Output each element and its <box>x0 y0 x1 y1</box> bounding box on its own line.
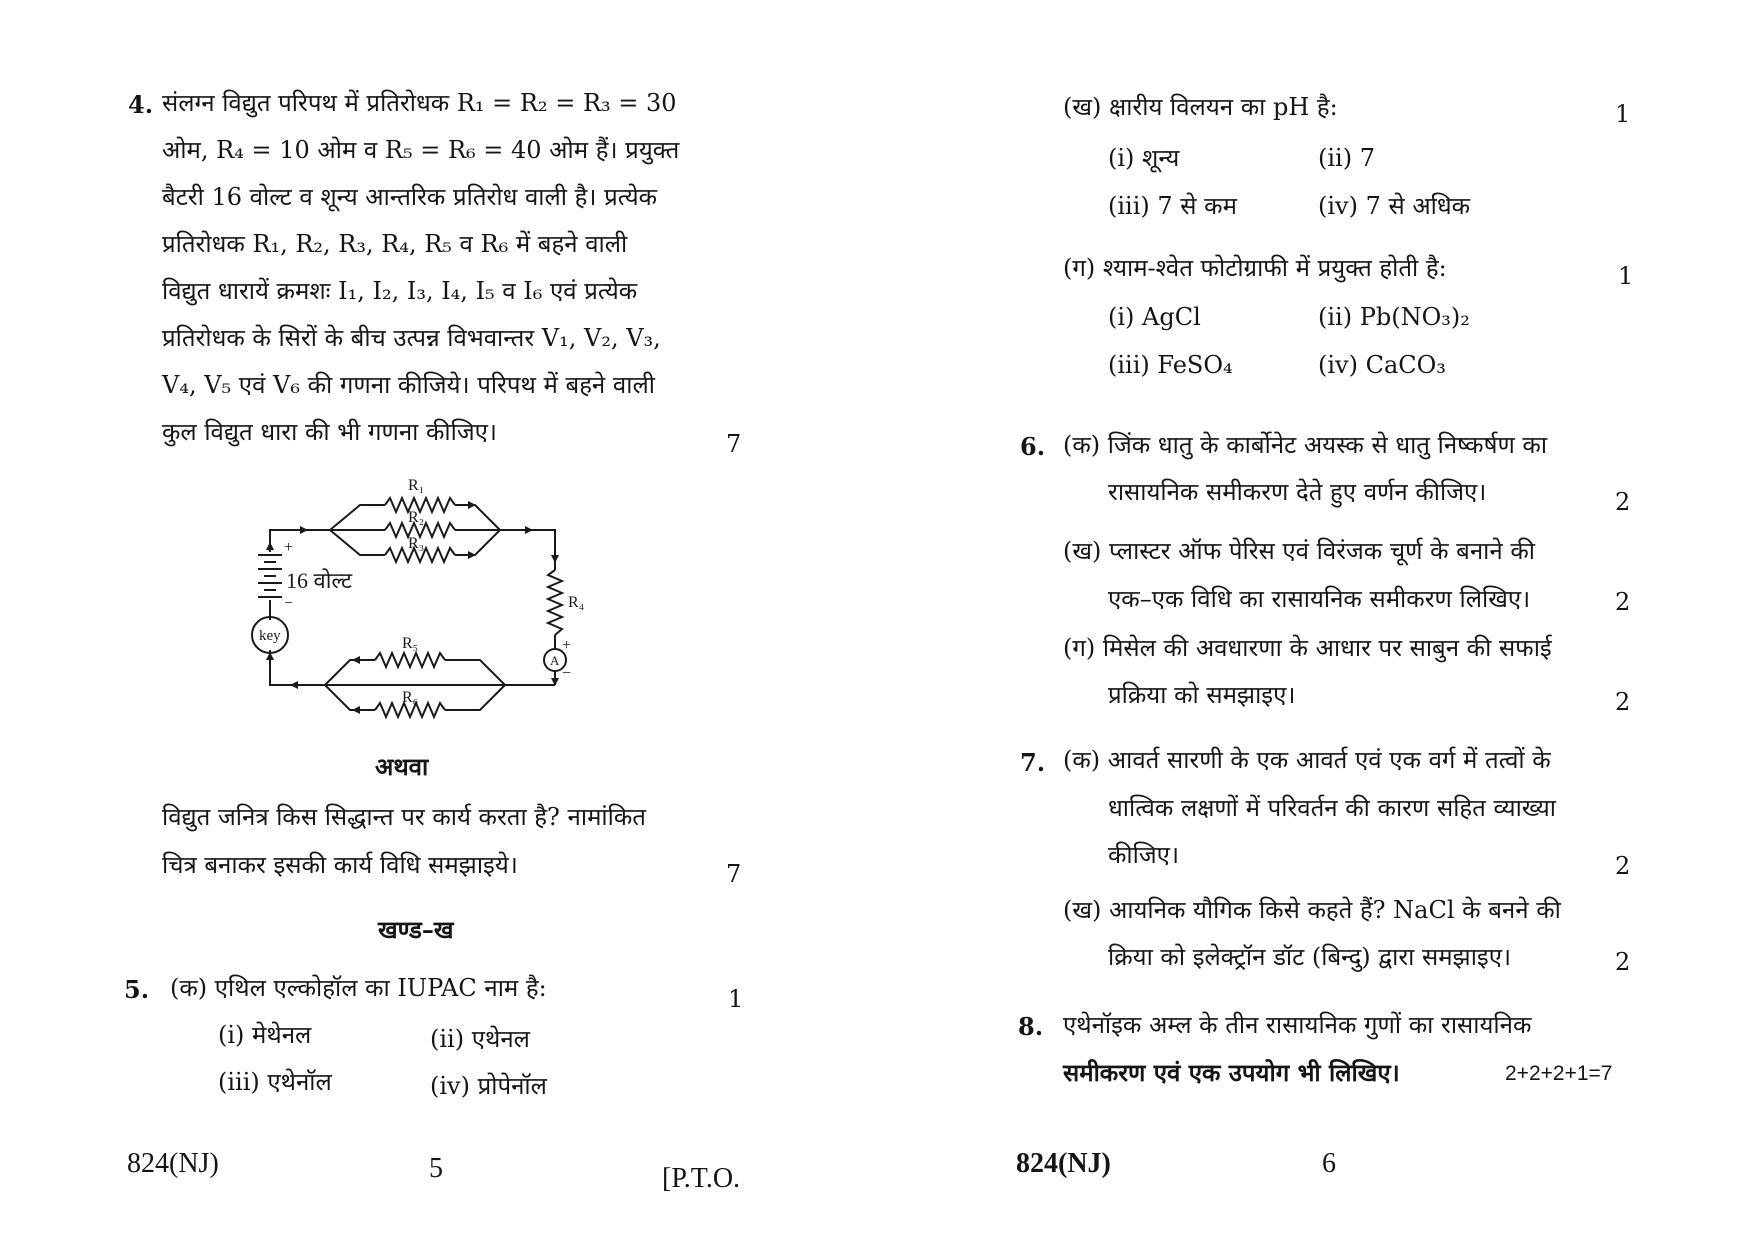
q5-option-2: (ii) एथेनल <box>430 1025 530 1053</box>
q4-line-7: V₄, V₅ एवं V₆ की गणना कीजिये। परिपथ में बहने वाली <box>162 371 655 399</box>
q5-marks: 1 <box>728 985 744 1013</box>
q5b-option-1: (i) शून्य <box>1108 144 1180 172</box>
q6-number: 6. <box>1020 432 1046 461</box>
q4-line-4: प्रतिरोधक R₁, R₂, R₃, R₄, R₅ व R₆ में बहने वाली <box>162 230 628 258</box>
q5b-marks: 1 <box>1615 100 1631 128</box>
left-footer-code: 824(NJ) <box>127 1148 219 1179</box>
q4-number: 4. <box>128 90 154 119</box>
q8-number: 8. <box>1018 1012 1044 1041</box>
q7-b-line-2: क्रिया को इलेक्ट्रॉन डॉट (बिन्दु) द्वारा समझाइए। <box>1108 943 1512 971</box>
q4-line-6: प्रतिरोधक के सिरों के बीच उत्पन्न विभवान्तर V₁, V₂, V₃, <box>162 324 661 352</box>
r6-branch-left <box>325 685 375 710</box>
r4-label: R₄ <box>568 594 585 611</box>
q7-number: 7. <box>1020 748 1046 777</box>
r5-zigzag <box>375 653 445 667</box>
q5c-marks: 1 <box>1618 262 1634 290</box>
q6-c-marks: 2 <box>1615 688 1631 716</box>
q7-a-line-2: धात्विक लक्षणों में परिवर्तन की कारण सहित व्याख्या <box>1108 794 1556 822</box>
left-footer-pto: [P.T.O. <box>662 1163 741 1194</box>
q8-marks: 2+2+2+1=7 <box>1505 1062 1613 1085</box>
battery-voltage-label: 16 वोल्ट <box>286 568 353 593</box>
q4-line-3: बैटरी 16 वोल्ट व शून्य आन्तरिक प्रतिरोध वाली है। प्रत्येक <box>162 183 658 211</box>
q7-a-line-1: (क) आवर्त सारणी के एक आवर्त एवं एक वर्ग में तत्वों के <box>1063 746 1551 774</box>
q5c-option-1: (i) AgCl <box>1108 303 1201 331</box>
q4-line-8: कुल विद्युत धारा की भी गणना कीजिए। <box>162 418 498 446</box>
q4-line-2: ओम, R₄ = 10 ओम व R₅ = R₆ = 40 ओम हैं। प्रयुक्त <box>162 136 680 164</box>
left-footer-page: 5 <box>429 1153 443 1184</box>
current-arrows <box>266 501 559 714</box>
q6-b-line-1: (ख) प्लास्टर ऑफ पेरिस एवं विरंजक चूर्ण के बनाने की <box>1063 537 1535 565</box>
q4-alt-line-2: चित्र बनाकर इसकी कार्य विधि समझाइये। <box>162 851 518 879</box>
q5b-text: (ख) क्षारीय विलयन का pH है: <box>1063 93 1338 121</box>
right-footer-code: 824(NJ) <box>1016 1148 1111 1179</box>
r5-branch-right <box>445 660 505 685</box>
r5-label: R₅ <box>402 635 419 652</box>
q5b-option-2: (ii) 7 <box>1318 144 1375 172</box>
q5b-option-4: (iv) 7 से अधिक <box>1318 192 1471 220</box>
q5-option-3: (iii) एथेनॉल <box>218 1068 332 1096</box>
q5-part-a: (क) एथिल एल्कोहॉल का IUPAC नाम है: <box>170 974 547 1002</box>
q5b-option-3: (iii) 7 से कम <box>1108 192 1237 220</box>
or-label: अथवा <box>375 752 429 781</box>
q8-line-1: एथेनॉइक अम्ल के तीन रासायनिक गुणों का रासायनिक <box>1063 1011 1532 1039</box>
q5-option-4: (iv) प्रोपेनॉल <box>430 1072 547 1100</box>
battery-minus: − <box>284 595 294 612</box>
q7-a-line-3: कीजिए। <box>1108 841 1180 869</box>
circuit-wire-bottom-left <box>270 650 325 685</box>
r4-zigzag <box>548 570 562 635</box>
q6-a-line-2: रासायनिक समीकरण देते हुए वर्णन कीजिए। <box>1108 478 1487 506</box>
q4-alt-line-1: विद्युत जनित्र किस सिद्धान्त पर कार्य करता है? नामांकित <box>162 803 646 831</box>
key-label: key <box>259 628 281 644</box>
q4-line-5: विद्युत धारायें क्रमशः I₁, I₂, I₃, I₄, I₅ व I₆ एवं प्रत्येक <box>162 277 638 305</box>
q4-alt-marks: 7 <box>726 860 742 888</box>
q4-line-1: संलग्न विद्युत परिपथ में प्रतिरोधक R₁ = R₂ = R₃ = 30 <box>162 89 677 117</box>
r5-branch-left <box>325 660 375 685</box>
ammeter-minus: − <box>562 665 572 682</box>
q5c-option-4: (iv) CaCO₃ <box>1318 351 1446 379</box>
right-footer-page: 6 <box>1322 1148 1336 1179</box>
q7-b-line-1: (ख) आयनिक यौगिक किसे कहते हैं? NaCl के बनने की <box>1063 896 1561 924</box>
q6-a-line-1: (क) जिंक धातु के कार्बोनेट अयस्क से धातु निष्कर्षण का <box>1063 431 1548 459</box>
q7-a-marks: 2 <box>1615 852 1631 880</box>
q5c-text: (ग) श्याम-श्वेत फोटोग्राफी में प्रयुक्त होती है: <box>1063 254 1447 282</box>
battery-symbol <box>258 555 282 597</box>
r1-branch-left <box>330 505 385 530</box>
r6-label: R₆ <box>402 689 419 706</box>
q5c-option-3: (iii) FeSO₄ <box>1108 351 1233 379</box>
section-label: खण्ड–ख <box>378 915 454 944</box>
circuit-wire-top-right <box>500 530 555 570</box>
q5c-option-2: (ii) Pb(NO₃)₂ <box>1318 303 1470 331</box>
q6-b-line-2: एक–एक विधि का रासायनिक समीकरण लिखिए। <box>1108 585 1531 613</box>
q8-line-2: समीकरण एवं एक उपयोग भी लिखिए। <box>1063 1058 1400 1087</box>
q6-b-marks: 2 <box>1615 588 1631 616</box>
battery-plus: + <box>284 539 294 556</box>
q6-a-marks: 2 <box>1615 488 1631 516</box>
q7-b-marks: 2 <box>1615 948 1631 976</box>
r3-branch-right <box>455 530 500 555</box>
q6-c-line-2: प्रक्रिया को समझाइए। <box>1108 681 1296 709</box>
q5-option-1: (i) मेथेनल <box>218 1021 312 1049</box>
r3-branch-left <box>330 530 385 555</box>
q4-marks: 7 <box>726 430 742 458</box>
ammeter-plus: + <box>562 637 572 654</box>
r3-label: R₃ <box>408 535 425 552</box>
circuit-diagram <box>240 460 600 730</box>
r1-label: R₁ <box>408 477 425 494</box>
q6-c-line-1: (ग) मिसेल की अवधारणा के आधार पर साबुन की सफाई <box>1063 634 1552 662</box>
ammeter-label: A <box>550 653 560 668</box>
q5-number: 5. <box>124 975 150 1004</box>
r6-branch-right <box>445 685 505 710</box>
r1-branch-right <box>455 505 500 530</box>
r2-label: R₂ <box>408 509 425 526</box>
